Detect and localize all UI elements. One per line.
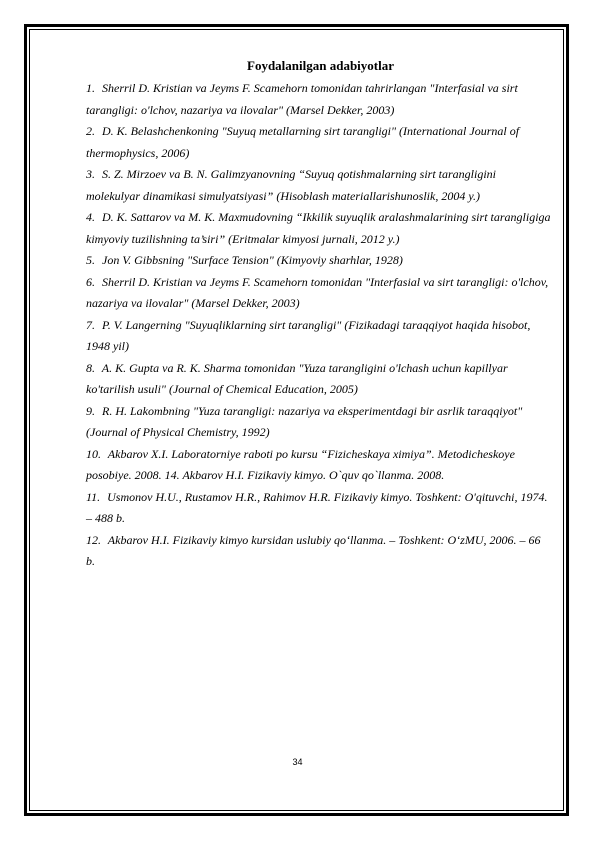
reference-item <box>86 358 551 401</box>
reference-number: 4. <box>86 210 95 224</box>
reference-text: Akbarov H.I. Fizikaviy kimyo kursidan uslubiy qo‘llanma. – Toshkent: O‘zMU, 2006. – 66 b. <box>86 532 541 568</box>
reference-number: 6. <box>86 274 95 289</box>
reference-number: 2. <box>86 124 95 138</box>
reference-number: 9. <box>86 403 95 418</box>
reference-text: Usmonov H.U., Rustamov H.R., Rahimov H.R. Fizikaviy kimyo. Toshkent: O'qituvchi, 1974. – 488 b. <box>86 489 548 525</box>
reference-item <box>86 207 551 250</box>
reference-text: A. K. Gupta va R. K. Sharma tomonidan "Yuza tarangligini o'lchash uchun kapillyar ko'tarilish usuli" (Journal of Chemical Education, 2005) <box>86 360 508 396</box>
reference-text: Sherril D. Kristian va Jeyms F. Scamehorn tomonidan tahrirlangan "Interfasial va sirt tarangligi: o'lchov, nazariya va ilovalar" (Marsel Dekker, 2003) <box>86 81 518 117</box>
reference-item <box>86 401 551 444</box>
reference-number: 7. <box>86 317 95 332</box>
reference-number: 8. <box>86 360 95 375</box>
reference-item <box>86 78 551 121</box>
reference-text: D. K. Belashchenkoning "Suyuq metallarning sirt tarangligi" (International Journal of thermophysics, 2006) <box>86 124 520 160</box>
reference-text: R. H. Lakombning "Yuza tarangligi: nazariya va eksperimentdagi bir asrlik taraqqiyot" (Journal of Physical Chemistry, 1992) <box>86 403 523 439</box>
reference-item <box>86 121 551 164</box>
document-body <box>86 58 551 573</box>
reference-text: Jon V. Gibbsning "Surface Tension" (Kimyoviy sharhlar, 1928) <box>102 253 403 267</box>
reference-number: 10. <box>86 446 101 461</box>
reference-number: 5. <box>86 253 95 267</box>
reference-item <box>86 315 551 358</box>
reference-number: 1. <box>86 81 95 95</box>
reference-text: P. V. Langerning "Suyuqliklarning sirt tarangligi" (Fizikadagi taraqqiyot haqida hisobot, 1948 yil) <box>86 317 531 353</box>
page-title: Foydalanilgan adabiyotlar <box>247 58 394 73</box>
reference-list <box>86 78 551 573</box>
reference-item <box>86 487 551 530</box>
reference-item <box>86 444 551 487</box>
reference-number: 3. <box>86 167 95 181</box>
reference-number: 12. <box>86 532 101 547</box>
reference-number: 11. <box>86 489 101 504</box>
reference-item <box>86 164 551 207</box>
reference-item <box>86 272 551 315</box>
reference-item <box>86 250 551 272</box>
reference-text: D. K. Sattarov va M. K. Maxmudovning “Ikkilik suyuqlik aralashmalarining sirt tarangligiga kimyoviy tuzilishning ta’siri” (Eritmalar kimyosi jurnali, 2012 y.) <box>86 210 551 246</box>
reference-item <box>86 530 551 573</box>
reference-text: S. Z. Mirzoev va B. N. Galimzyanovning “Suyuq qotishmalarning sirt tarangligini molekulyar dinamikasi simulyatsiyasi” (Hisoblash materiallarishunoslik, 2004 y.) <box>86 167 497 203</box>
reference-text: Akbarov X.I. Laboratorniye raboti po kursu “Fizicheskaya ximiya”. Metodicheskoye posobiye. 2008. 14. Akbarov H.I. Fizikaviy kimyo. O`quv qo`llanma. 2008. <box>86 446 515 482</box>
page-number: 34 <box>292 757 303 767</box>
reference-text: Sherril D. Kristian va Jeyms F. Scamehorn tomonidan "Interfasial va sirt tarangligi: o'lchov, nazariya va ilovalar" (Marsel Dekker, 2003) <box>86 274 549 310</box>
